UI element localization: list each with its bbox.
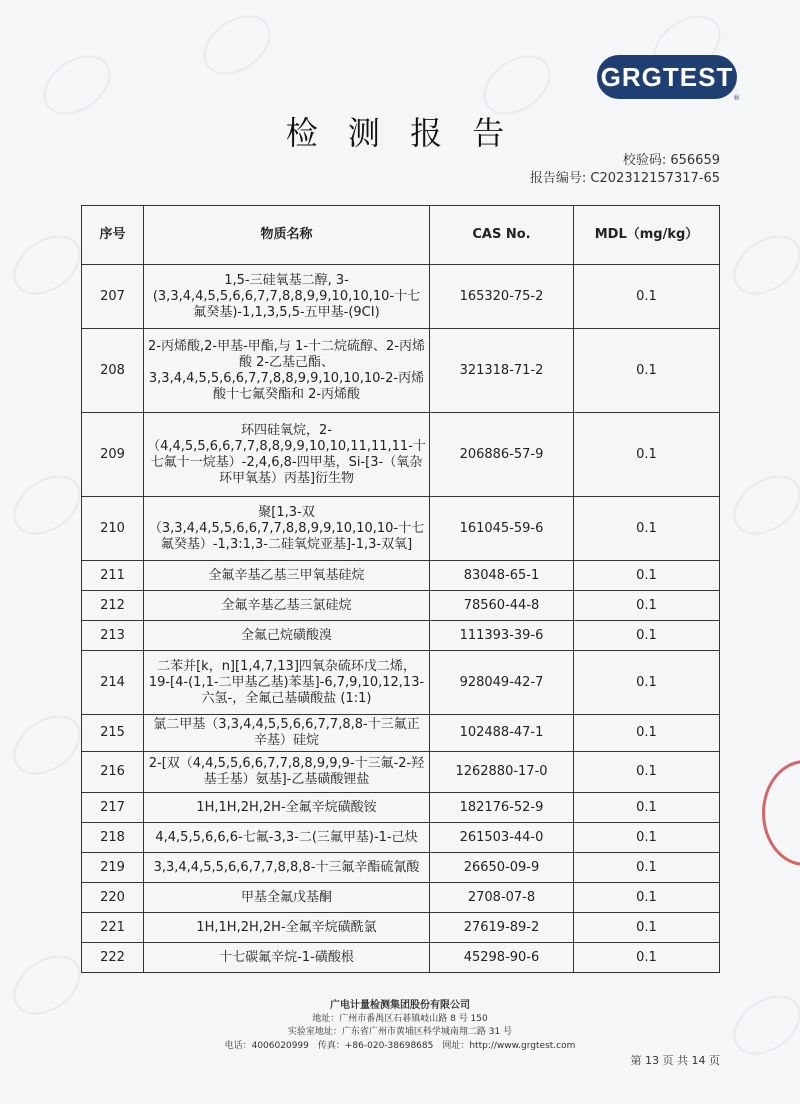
table-row (82, 715, 720, 752)
cell-mdl: 0.1 (574, 715, 720, 752)
watermark-seal (192, 3, 281, 86)
cell-mdl: 0.1 (574, 621, 720, 651)
table-row (82, 651, 720, 715)
cell-mdl: 0.1 (574, 853, 720, 883)
cell-cas: 206886-57-9 (430, 413, 574, 497)
cell-cas: 182176-52-9 (430, 793, 574, 823)
cell-cas: 45298-90-6 (430, 943, 574, 973)
column-header-name: 物质名称 (144, 206, 430, 265)
table-row (82, 413, 720, 497)
cell-name: 1H,1H,2H,2H-全氟辛烷磺酸铵 (144, 793, 430, 823)
cell-cas: 111393-39-6 (430, 621, 574, 651)
table-row (82, 793, 720, 823)
table-row (82, 853, 720, 883)
cell-name: 4,4,5,5,6,6,6-七氟-3,3-二(三氟甲基)-1-己炔 (144, 823, 430, 853)
logo-registered-mark: ® (733, 94, 740, 102)
check-code: 校验码: 656659 (622, 153, 720, 168)
cell-name: 氯二甲基（3,3,4,4,5,5,6,6,7,7,8,8-十三氟正辛基）硅烷 (144, 715, 430, 752)
red-stamp (762, 760, 800, 866)
cell-no: 221 (82, 913, 144, 943)
cell-mdl: 0.1 (574, 752, 720, 793)
cell-no: 218 (82, 823, 144, 853)
cell-mdl: 0.1 (574, 913, 720, 943)
cell-cas: 78560-44-8 (430, 591, 574, 621)
cell-no: 212 (82, 591, 144, 621)
cell-mdl: 0.1 (574, 561, 720, 591)
footer-lab-address: 实验室地址：广东省广州市黄埔区科学城南翔二路 31 号 (287, 1027, 513, 1037)
watermark-seal (2, 703, 91, 786)
cell-mdl: 0.1 (574, 591, 720, 621)
table-row (82, 265, 720, 329)
cell-mdl: 0.1 (574, 413, 720, 497)
cell-cas: 26650-09-9 (430, 853, 574, 883)
cell-cas: 27619-89-2 (430, 913, 574, 943)
cell-no: 209 (82, 413, 144, 497)
column-header-cas: CAS No. (430, 206, 574, 265)
cell-cas: 102488-47-1 (430, 715, 574, 752)
table-row (82, 621, 720, 651)
cell-no: 222 (82, 943, 144, 973)
cell-no: 214 (82, 651, 144, 715)
grgtest-logo (597, 55, 737, 99)
cell-no: 213 (82, 621, 144, 651)
cell-cas: 2708-07-8 (430, 883, 574, 913)
report-number: 报告编号: C202312157317-65 (529, 171, 720, 186)
table-row (82, 752, 720, 793)
cell-mdl: 0.1 (574, 883, 720, 913)
cell-cas: 261503-44-0 (430, 823, 574, 853)
cell-name: 甲基全氟戊基酮 (144, 883, 430, 913)
watermark-seal (2, 463, 91, 546)
column-header-mdl: MDL（mg/kg） (574, 206, 720, 265)
cell-name: 2-丙烯酸,2-甲基-甲酯,与 1-十二烷硫醇、2-丙烯酸 2-乙基己酯、3,3,4,4,5,5,6,6,7,7,8,8,9,9,10,10,10-2-丙烯酸十七氟癸酯和 2-丙烯酸 (144, 329, 430, 413)
cell-no: 211 (82, 561, 144, 591)
watermark-seal (722, 223, 800, 306)
table-row (82, 913, 720, 943)
table-row (82, 823, 720, 853)
cell-name: 二苯并[k，n][1,4,7,13]四氧杂硫环戊二烯，19-[4-(1,1-二甲基乙基)苯基]-6,7,9,10,12,13-六氢-，全氟己基磺酸盐 (1:1) (144, 651, 430, 715)
cell-no: 208 (82, 329, 144, 413)
cell-no: 220 (82, 883, 144, 913)
cell-no: 216 (82, 752, 144, 793)
cell-cas: 83048-65-1 (430, 561, 574, 591)
cell-mdl: 0.1 (574, 497, 720, 561)
cell-mdl: 0.1 (574, 823, 720, 853)
cell-name: 全氟己烷磺酸溴 (144, 621, 430, 651)
watermark-seal (722, 463, 800, 546)
table-row (82, 883, 720, 913)
cell-name: 2-[双（4,4,5,5,6,6,7,7,8,8,9,9,9-十三氟-2-羟基壬基）氨基]-乙基磺酸锂盐 (144, 752, 430, 793)
table-row (82, 561, 720, 591)
cell-mdl: 0.1 (574, 329, 720, 413)
page-title: 检 测 报 告 (285, 114, 515, 152)
cell-cas: 321318-71-2 (430, 329, 574, 413)
watermark-seal (2, 223, 91, 306)
cell-name: 1,5-三硅氧基二醇, 3-(3,3,4,4,5,5,6,6,7,7,8,8,9,9,10,10,10-十七氟癸基)-1,1,3,5,5-五甲基-(9CI) (144, 265, 430, 329)
cell-mdl: 0.1 (574, 265, 720, 329)
cell-cas: 165320-75-2 (430, 265, 574, 329)
cell-mdl: 0.1 (574, 943, 720, 973)
cell-name: 1H,1H,2H,2H-全氟辛烷磺酰氯 (144, 913, 430, 943)
cell-no: 210 (82, 497, 144, 561)
page-number: 第 13 页 共 14 页 (630, 1054, 720, 1067)
table-row (82, 591, 720, 621)
cell-mdl: 0.1 (574, 651, 720, 715)
results-table (81, 205, 720, 973)
cell-name: 全氟辛基乙基三氯硅烷 (144, 591, 430, 621)
cell-cas: 161045-59-6 (430, 497, 574, 561)
footer-company: 广电计量检测集团股份有限公司 (330, 1000, 470, 1011)
cell-cas: 1262880-17-0 (430, 752, 574, 793)
cell-name: 全氟辛基乙基三甲氧基硅烷 (144, 561, 430, 591)
table-header-row (82, 206, 720, 265)
cell-name: 3,3,4,4,5,5,6,6,7,7,8,8,8-十三氟辛酯硫氰酸 (144, 853, 430, 883)
cell-name: 十七碳氟辛烷-1-磺酸根 (144, 943, 430, 973)
column-header-no: 序号 (82, 206, 144, 265)
table-row (82, 329, 720, 413)
cell-cas: 928049-42-7 (430, 651, 574, 715)
cell-no: 217 (82, 793, 144, 823)
table-row (82, 943, 720, 973)
cell-mdl: 0.1 (574, 793, 720, 823)
footer-address: 地址：广州市番禺区石碁镇岐山路 8 号 150 (312, 1014, 488, 1024)
cell-no: 207 (82, 265, 144, 329)
cell-no: 219 (82, 853, 144, 883)
logo-text: GRGTEST (600, 62, 734, 92)
cell-name: 聚[1,3-双（3,3,4,4,5,5,6,6,7,7,8,8,9,9,10,10,10-十七氟癸基）-1,3:1,3-二硅氧烷亚基]-1,3-双氧] (144, 497, 430, 561)
cell-name: 环四硅氧烷，2-（4,4,5,5,6,6,7,7,8,8,9,9,10,10,11,11,11-十七氟十一烷基）-2,4,6,8-四甲基，Si-[3-（氧杂环甲氧基）丙基]衍生物 (144, 413, 430, 497)
cell-no: 215 (82, 715, 144, 752)
footer-contact: 电话：4006020999 传真：+86-020-38698685 网址：http://www.grgtest.com (224, 1041, 576, 1051)
table-row (82, 497, 720, 561)
